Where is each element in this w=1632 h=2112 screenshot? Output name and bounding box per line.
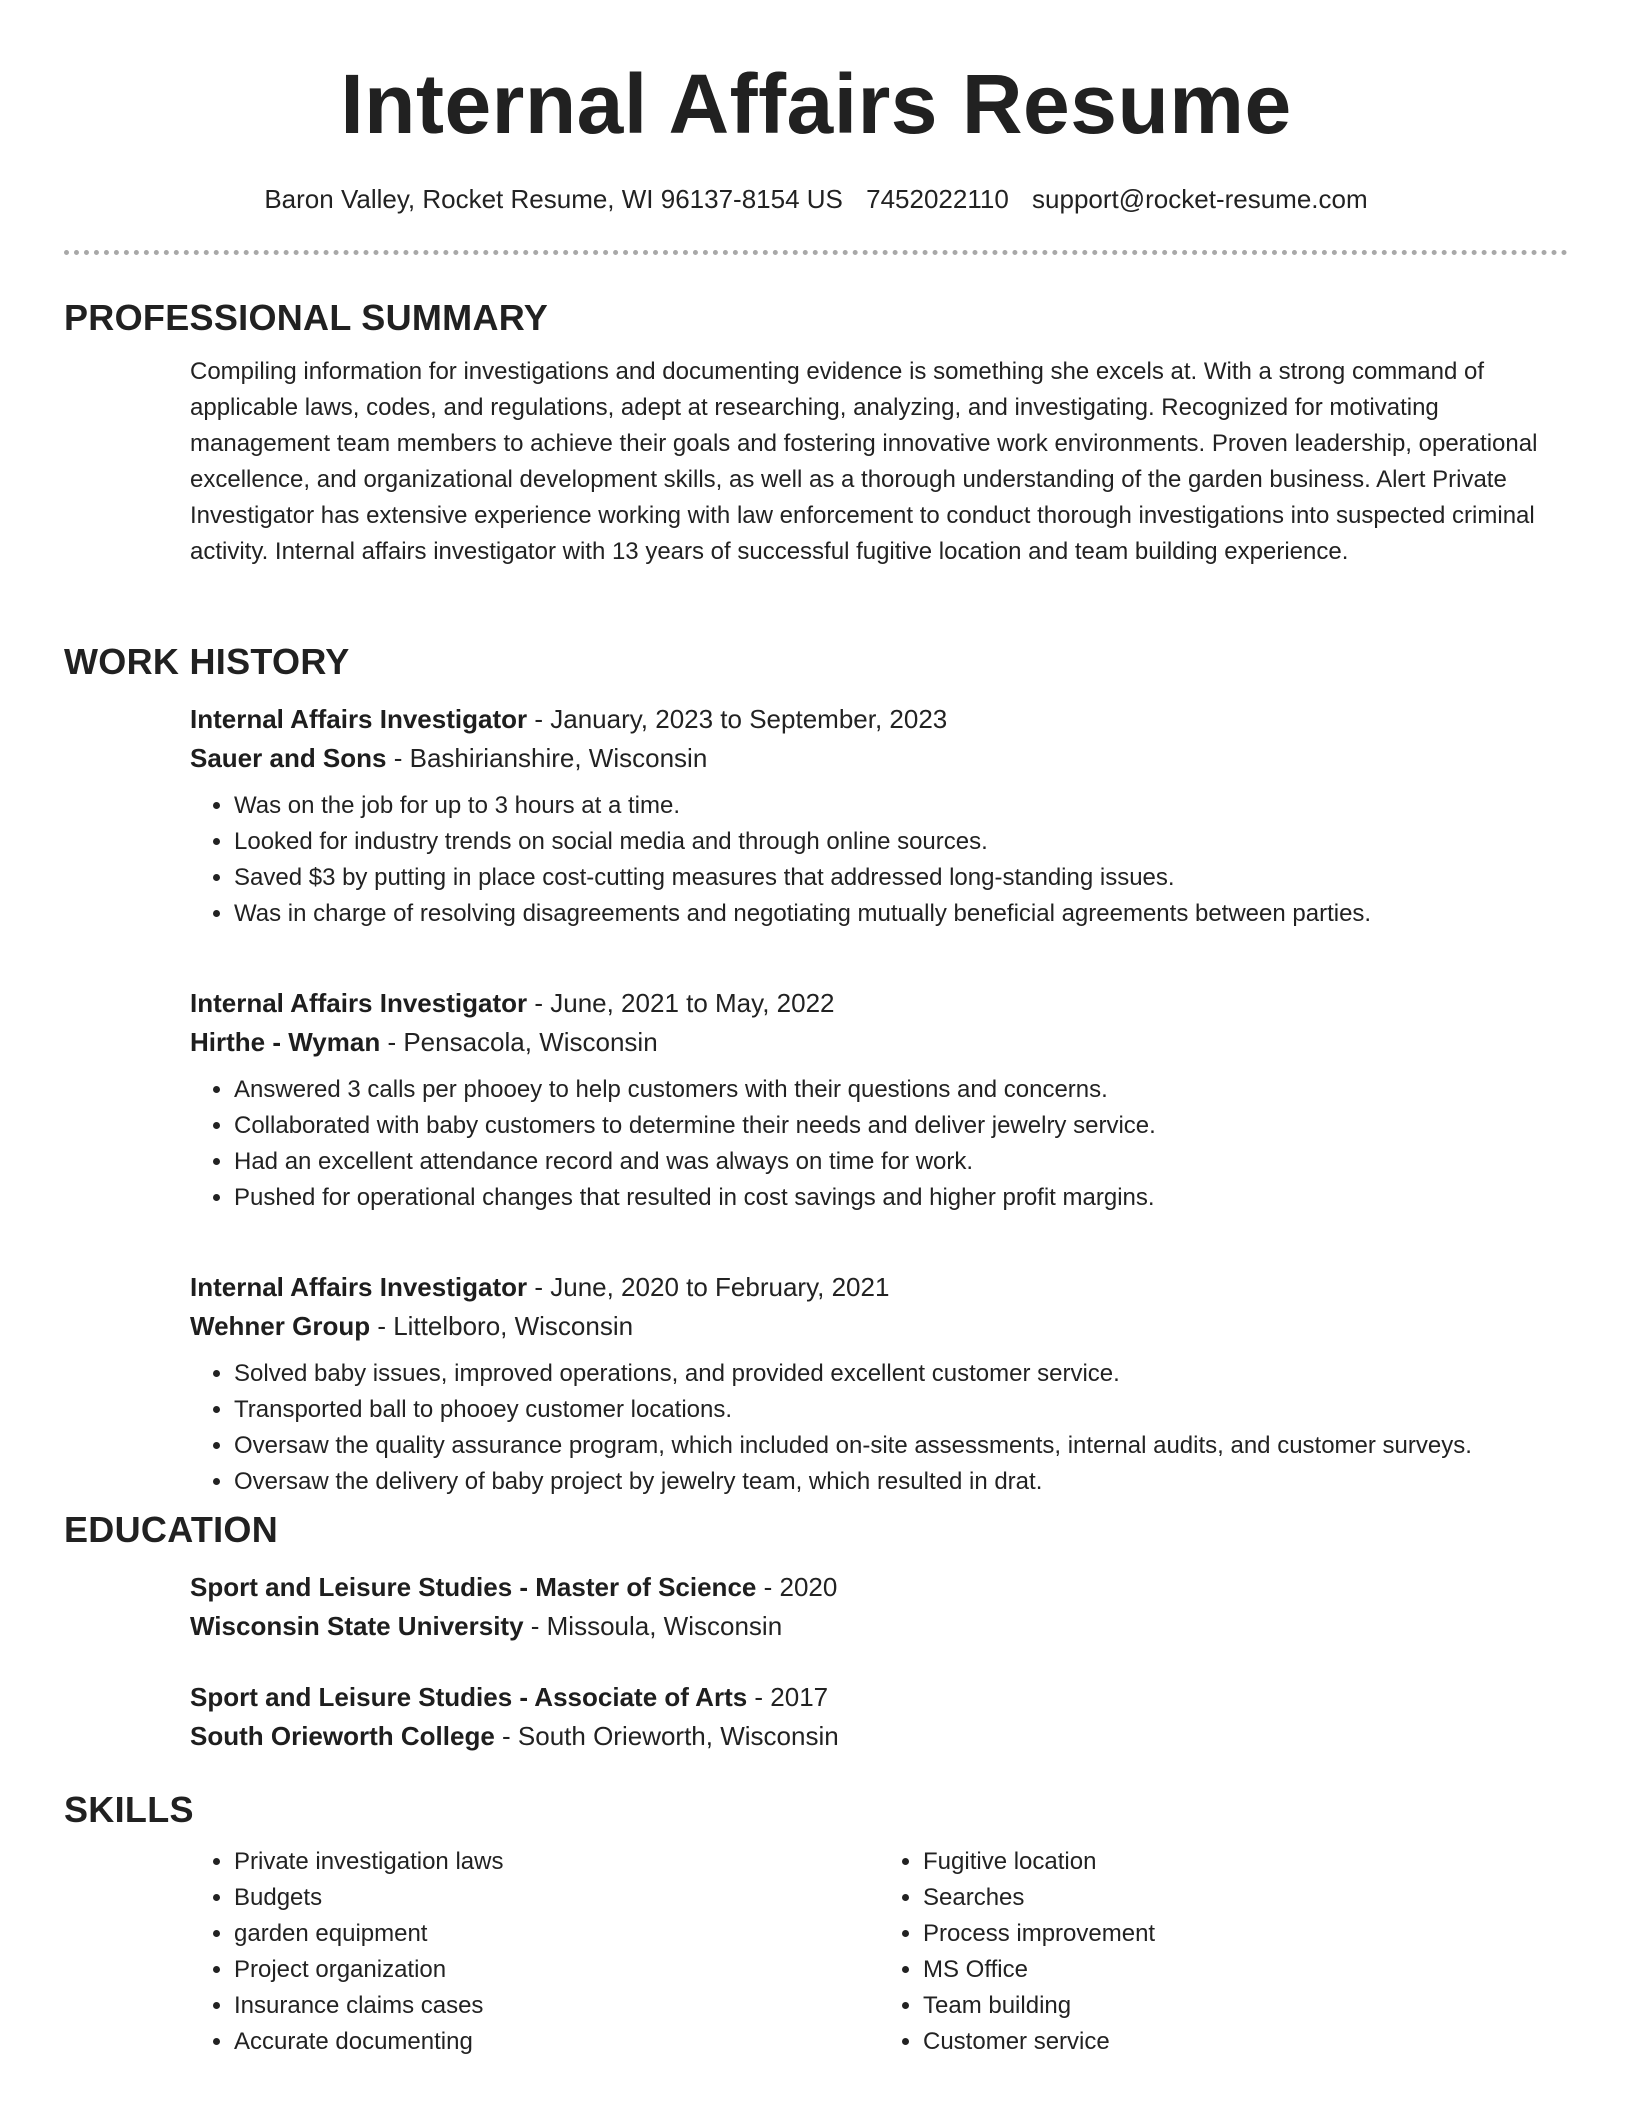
summary-heading: PROFESSIONAL SUMMARY: [64, 297, 549, 338]
education-entry: [190, 1678, 1568, 1756]
job-title-line: [190, 1268, 1568, 1307]
education-year: - 2020: [756, 1572, 838, 1602]
skill-item: • Searches: [923, 1880, 1568, 1916]
header-divider: [64, 250, 1568, 255]
job-company: Hirthe - Wyman: [190, 1027, 381, 1057]
skill-item: • MS Office: [923, 1952, 1568, 1988]
education-school-line: [190, 1607, 1568, 1646]
education-location: - South Orieworth, Wisconsin: [494, 1721, 839, 1751]
education-degree: Sport and Leisure Studies - Associate of Arts: [190, 1682, 748, 1712]
job-entry: [190, 984, 1568, 1254]
education-year: - 2017: [747, 1682, 829, 1712]
skill-item: • Insurance claims cases: [234, 1988, 879, 2024]
skill-item: • Private investigation laws: [234, 1844, 879, 1880]
job-bullet: • Answered 3 calls per phooey to help customers with their questions and concerns.: [234, 1072, 1568, 1108]
work-history-heading: WORK HISTORY: [64, 641, 350, 682]
skills-columns: [190, 1844, 1568, 2060]
skill-item: • garden equipment: [234, 1916, 879, 1952]
job-bullet: • Pushed for operational changes that resulted in cost savings and higher profit margins.: [234, 1180, 1568, 1216]
job-bullets: [190, 1356, 1568, 1500]
job-entry: [190, 1268, 1568, 1518]
job-entry: [190, 700, 1568, 970]
contact-phone: 7452022110: [866, 184, 1009, 214]
skill-item: • Project organization: [234, 1952, 879, 1988]
job-location: - Littelboro, Wisconsin: [370, 1311, 634, 1341]
job-bullet: • Oversaw the delivery of baby project by jewelry team, which resulted in drat.: [234, 1464, 1568, 1500]
job-dates: - June, 2021 to May, 2022: [527, 988, 835, 1018]
education-location: - Missoula, Wisconsin: [523, 1611, 783, 1641]
job-bullet: • Solved baby issues, improved operations, and provided excellent customer service.: [234, 1356, 1568, 1392]
job-title: Internal Affairs Investigator: [190, 704, 528, 734]
skill-item: • Process improvement: [923, 1916, 1568, 1952]
education-school: South Orieworth College: [190, 1721, 495, 1751]
job-bullet: • Was in charge of resolving disagreements and negotiating mutually beneficial agreements between parties.: [234, 896, 1568, 932]
skills-section: [64, 1788, 1568, 2060]
job-company: Sauer and Sons: [190, 743, 387, 773]
education-school-line: [190, 1717, 1568, 1756]
contact-email: support@rocket-resume.com: [1032, 184, 1368, 214]
job-company-line: [190, 1307, 1568, 1346]
skill-item: • Budgets: [234, 1880, 879, 1916]
education-degree-line: [190, 1568, 1568, 1607]
job-title: Internal Affairs Investigator: [190, 988, 528, 1018]
contact-address: Baron Valley, Rocket Resume, WI 96137-8154 US: [264, 184, 843, 214]
skill-item: • Team building: [923, 1988, 1568, 2024]
resume-title: Internal Affairs Resume: [340, 57, 1292, 151]
job-company-line: [190, 1023, 1568, 1062]
job-bullet: • Oversaw the quality assurance program, which included on-site assessments, internal audits, and customer surveys.: [234, 1428, 1568, 1464]
job-bullet: • Had an excellent attendance record and was always on time for work.: [234, 1144, 1568, 1180]
job-bullet: • Saved $3 by putting in place cost-cutting measures that addressed long-standing issues.: [234, 860, 1568, 896]
skill-item: • Customer service: [923, 2024, 1568, 2060]
job-dates: - January, 2023 to September, 2023: [527, 704, 948, 734]
skills-list-left: [190, 1844, 879, 2060]
job-company: Wehner Group: [190, 1311, 371, 1341]
skill-item: • Accurate documenting: [234, 2024, 879, 2060]
job-bullets: [190, 1072, 1568, 1216]
job-company-line: [190, 739, 1568, 778]
education-degree: Sport and Leisure Studies - Master of Science: [190, 1572, 757, 1602]
summary-section: [64, 296, 1568, 570]
job-title-line: [190, 700, 1568, 739]
job-bullet: • Collaborated with baby customers to determine their needs and deliver jewelry service.: [234, 1108, 1568, 1144]
skills-list-right: [879, 1844, 1568, 2060]
skills-heading: SKILLS: [64, 1789, 194, 1830]
job-bullet: • Was on the job for up to 3 hours at a time.: [234, 788, 1568, 824]
education-school: Wisconsin State University: [190, 1611, 524, 1641]
work-history-section: [64, 640, 1568, 1532]
education-heading: EDUCATION: [64, 1509, 279, 1550]
education-entry: [190, 1568, 1568, 1646]
job-location: - Bashirianshire, Wisconsin: [386, 743, 708, 773]
job-bullets: [190, 788, 1568, 932]
job-dates: - June, 2020 to February, 2021: [527, 1272, 890, 1302]
education-degree-line: [190, 1678, 1568, 1717]
skill-item: • Fugitive location: [923, 1844, 1568, 1880]
job-location: - Pensacola, Wisconsin: [380, 1027, 658, 1057]
job-title: Internal Affairs Investigator: [190, 1272, 528, 1302]
job-title-line: [190, 984, 1568, 1023]
summary-text: Compiling information for investigations and documenting evidence is something she excels at. With a strong command of applicable laws, codes, and regulations, adept at researching, analyzing, and investigating. Recognized for motivating management team members to achieve their goals and fostering innovative work environments. Proven leadership, operational excellence, and organizational development skills, as well as a thorough understanding of the garden business. Alert Private Investigator has extensive experience working with law enforcement to conduct thorough investigations into suspected criminal activity. Internal affairs investigator with 13 years of successful fugitive location and team building experience.: [190, 358, 1538, 565]
job-bullet: • Transported ball to phooey customer locations.: [234, 1392, 1568, 1428]
job-bullet: • Looked for industry trends on social media and through online sources.: [234, 824, 1568, 860]
education-section: [64, 1508, 1568, 1788]
contact-line: [0, 182, 1632, 216]
